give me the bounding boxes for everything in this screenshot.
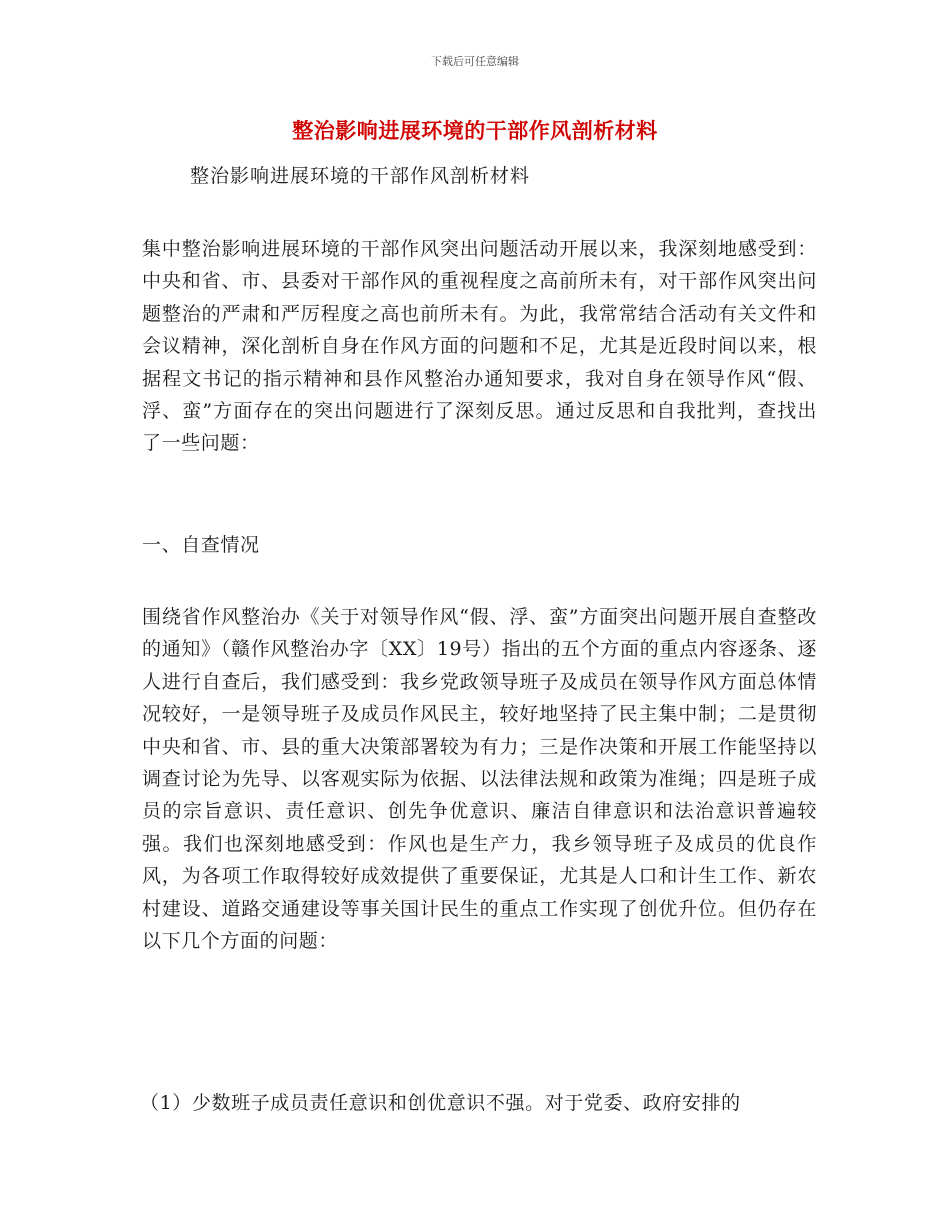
document-title: 整治影响进展环境的干部作风剖析材料: [292, 118, 658, 143]
problem-item-1: （1）少数班子成员责任意识和创优意识不强。对于党委、政府安排的: [140, 1092, 741, 1114]
section-heading: 一、自查情况: [142, 534, 260, 556]
self-check-paragraph: 围绕省作风整治办《关于对领导作风“假、浮、蛮”方面突出问题开展自查整改的通知》（赣作风整治办字〔XX〕19号）指出的五个方面的重点内容逐条、逐人进行自查后，我们感受到：我乡党政领导班子及成员在领导作风方面总体情况较好，一是领导班子及成员作风民主，较好地坚持了民主集中制；二是贯彻中央和省、市、县的重大决策部署较为有力；三是作决策和开展工作能坚持以调查讨论为先导、以客观实际为依据、以法律法规和政策为准绳；四是班子成员的宗旨意识、责任意识、创先争优意识、廉洁自律意识和法治意识普遍较强。我们也深刻地感受到：作风也是生产力，我乡领导班子及成员的优良作风，为各项工作取得较好成效提供了重要保证，尤其是人口和计生工作、新农村建设、道路交通建设等事关国计民生的重点工作实现了创优升位。但仍存在以下几个方面的问题：: [142, 606, 817, 953]
header-note: 下载后可任意编辑: [431, 55, 519, 68]
document-subtitle: 整治影响进展环境的干部作风剖析材料: [190, 165, 531, 187]
intro-paragraph: 集中整治影响进展环境的干部作风突出问题活动开展以来，我深刻地感受到：中央和省、市、县委对干部作风的重视程度之高前所未有，对干部作风突出问题整治的严肃和严厉程度之高也前所未有。为此，我常常结合活动有关文件和会议精神，深化剖析自身在作风方面的问题和不足，尤其是近段时间以来，根据程文书记的指示精神和县作风整治办通知要求，我对自身在领导作风“假、浮、蛮”方面存在的突出问题进行了深刻反思。通过反思和自我批判，查找出了一些问题：: [142, 238, 817, 455]
